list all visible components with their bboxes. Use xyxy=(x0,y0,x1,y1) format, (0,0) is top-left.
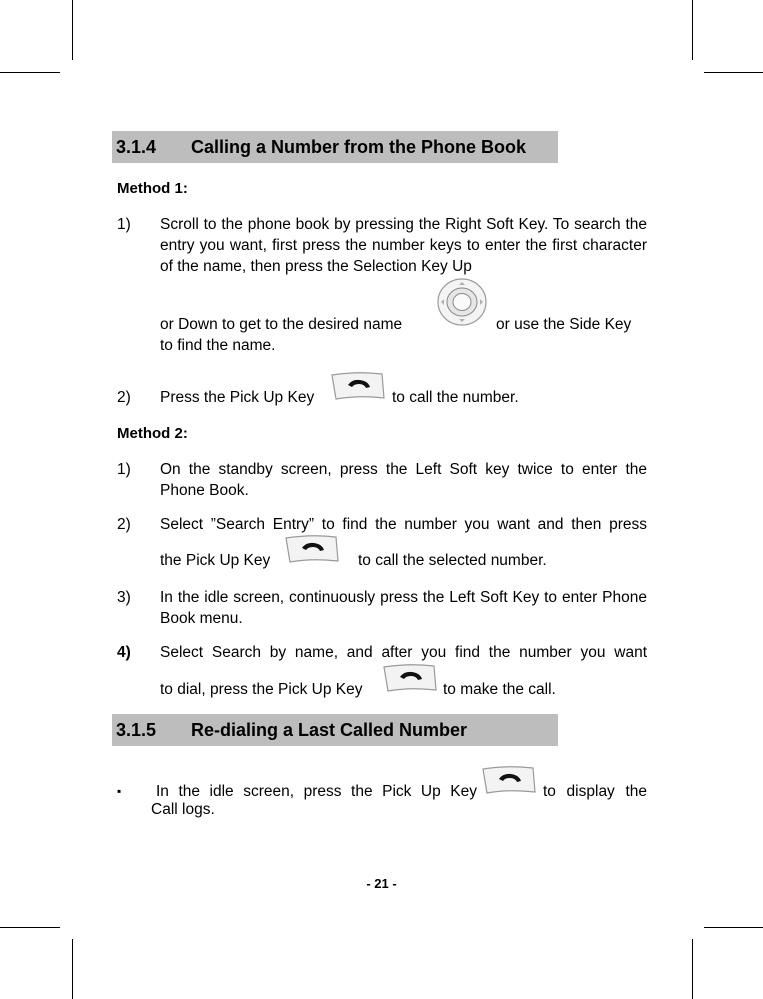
crop-mark xyxy=(692,939,693,999)
section-number: 3.1.5 xyxy=(116,720,157,740)
list-item-text xyxy=(543,781,647,802)
bullet-marker: ▪ xyxy=(117,784,122,798)
crop-mark xyxy=(704,72,763,73)
method-label: Method 2: xyxy=(117,425,188,442)
crop-mark xyxy=(72,0,73,60)
list-marker: 3) xyxy=(117,589,131,606)
list-item-text: Scroll to the phone book by pressing the Right Soft Key. To search the entry you want, first press the number keys to enter the first character of the name, then press the Selection Key Up xyxy=(160,216,647,275)
list-marker: 1) xyxy=(117,216,131,233)
section-title: Calling a Number from the Phone Book xyxy=(191,137,527,157)
crop-mark xyxy=(704,927,763,928)
pick-up-key-icon xyxy=(284,535,340,565)
pick-up-key-icon xyxy=(330,372,386,402)
list-marker: 2) xyxy=(117,389,131,406)
pick-up-key-icon xyxy=(481,766,537,796)
section-number: 3.1.4 xyxy=(116,137,157,157)
crop-mark xyxy=(0,927,60,928)
list-item-text: On the standby screen, press the Left Soft key twice to enter the Phone Book. xyxy=(160,461,647,499)
method-label: Method 1: xyxy=(117,180,188,197)
crop-mark xyxy=(692,0,693,60)
list-item-text: or use the Side Key xyxy=(496,316,632,333)
list-item-text: Press the Pick Up Key xyxy=(160,389,315,406)
list-item-text: Select Search by name, and after you find the number you want xyxy=(160,644,647,661)
list-item-text: In the idle screen, continuously press the Left Soft Key to enter Phone Book menu. xyxy=(160,589,647,627)
crop-mark xyxy=(0,72,60,73)
page-number: - 21 - xyxy=(366,876,397,891)
list-item-text: to dial, press the Pick Up Key xyxy=(160,681,363,698)
list-item-text: Select ”Search Entry” to find the number you want and then press xyxy=(160,516,647,533)
list-item-text: In the idle screen, press the Pick Up Key xyxy=(156,783,477,800)
list-item-text: the Pick Up Key xyxy=(160,552,271,569)
section-title: Re-dialing a Last Called Number xyxy=(191,720,468,740)
pick-up-key-icon xyxy=(382,664,438,694)
list-item-text: Call logs. xyxy=(151,801,215,818)
list-marker: 2) xyxy=(117,516,131,533)
navigation-key-icon xyxy=(436,277,488,327)
crop-mark xyxy=(72,939,73,999)
list-item-text: to find the name. xyxy=(160,337,276,354)
list-item-text: to make the call. xyxy=(443,681,556,698)
list-item-text: to call the selected number. xyxy=(358,552,547,569)
section-heading xyxy=(112,714,558,746)
list-item-text: to call the number. xyxy=(392,389,519,406)
list-item-text: or Down to get to the desired name xyxy=(160,316,403,333)
section-heading xyxy=(112,131,558,163)
list-item-text: to display the xyxy=(543,783,647,800)
list-marker: 4) xyxy=(117,644,131,661)
list-marker: 1) xyxy=(117,461,131,478)
